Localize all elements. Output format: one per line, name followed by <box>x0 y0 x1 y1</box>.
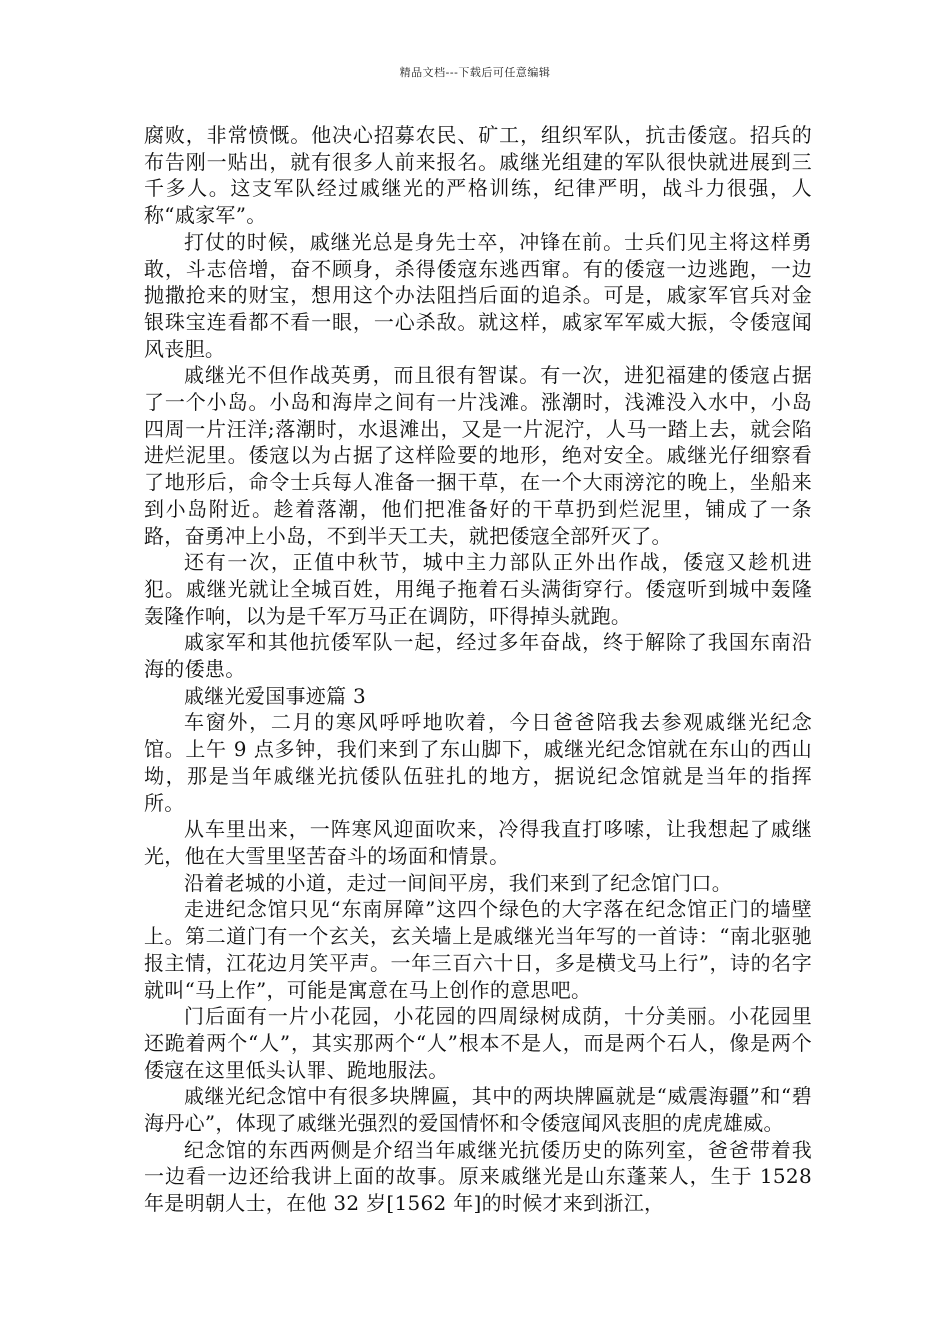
page-header: 精品文档---下载后可任意编辑 <box>399 66 551 79</box>
paragraph: 腐败，非常愤慨。他决心招募农民、矿工，组织军队，抗击倭寇。招兵的布告刚一贴出，就有很多人前来报名。戚继光组建的军队很快就进展到三千多人。这支军队经过戚继光的严格训练，纪律严明，战斗力很强，人称“戚家军”。 <box>144 123 812 228</box>
paragraph: 门后面有一片小花园，小花园的四周绿树成荫，十分美丽。小花园里还跪着两个“人”，其实那两个“人”根本不是人，而是两个石人，像是两个倭寇在这里低头认罪、跪地服法。 <box>144 1004 812 1082</box>
paragraph: 从车里出来，一阵寒风迎面吹来，冷得我直打哆嗦，让我想起了戚继光，他在大雪里坚苦奋斗的场面和情景。 <box>144 817 812 868</box>
paragraph: 沿着老城的小道，走过一间间平房，我们来到了纪念馆门口。 <box>184 870 733 895</box>
paragraph: 戚继光纪念馆中有很多块牌匾，其中的两块牌匾就是“威震海疆”和“碧海丹心”，体现了戚继光强烈的爱国情怀和令倭寇闻风丧胆的虎虎雄威。 <box>144 1084 812 1136</box>
section-heading: 戚继光爱国事迹篇 3 <box>184 683 367 708</box>
document-body <box>144 122 812 1217</box>
paragraph: 纪念馆的东西两侧是介绍当年戚继光抗倭历史的陈列室，爸爸带着我一边看一边还给我讲上面的故事。原来戚继光是山东蓬莱人，生于 1528 年是明朝人士，在他 32 岁[1562 年]的时候才来到浙江， <box>144 1137 812 1216</box>
paragraph: 戚家军和其他抗倭军队一起，经过多年奋战，终于解除了我国东南沿海的倭患。 <box>144 630 812 682</box>
paragraph: 车窗外，二月的寒风呼呼地吹着，今日爸爸陪我去参观戚继光纪念馆。上午 9 点多钟，我们来到了东山脚下，戚继光纪念馆就在东山的西山坳，那是当年戚继光抗倭队伍驻扎的地方，据说纪念馆就是当年的指挥所。 <box>144 710 812 815</box>
paragraph: 打仗的时候，戚继光总是身先士卒，冲锋在前。士兵们见主将这样勇敢，斗志倍增，奋不顾身，杀得倭寇东逃西窜。有的倭寇一边逃跑，一边抛撒抢来的财宝，想用这个办法阻挡后面的追杀。可是，戚家军官兵对金银珠宝连看都不看一眼，一心杀敌。就这样，戚家军军威大振，令倭寇闻风丧胆。 <box>144 229 812 361</box>
paragraph: 还有一次，正值中秋节，城中主力部队正外出作战，倭寇又趁机进犯。戚继光就让全城百姓，用绳子拖着石头满街穿行。倭寇听到城中轰隆轰隆作响，以为是千军万马正在调防，吓得掉头就跑。 <box>144 550 812 628</box>
paragraph: 走进纪念馆只见“东南屏障”这四个绿色的大字落在纪念馆正门的墙壁上。第二道门有一个玄关，玄关墙上是戚继光当年写的一首诗：“南北驱驰报主情，江花边月笑平声。一年三百六十日，多是横戈马上行”，诗的名字就叫“马上作”，可能是寓意在马上创作的意思吧。 <box>144 897 812 1002</box>
paragraph: 戚继光不但作战英勇，而且很有智谋。有一次，进犯福建的倭寇占据了一个小岛。小岛和海岸之间有一片浅滩。涨潮时，浅滩没入水中，小岛四周一片汪洋;落潮时，水退滩出，又是一片泥泞，人马一踏上去，就会陷进烂泥里。倭寇以为占据了这样险要的地形，绝对安全。戚继光仔细察看了地形后，命令士兵每人准备一捆干草，在一个大雨滂沱的晚上，坐船来到小岛附近。趁着落潮，他们把准备好的干草扔到烂泥里，铺成了一条路，奋勇冲上小岛，不到半天工夫，就把倭寇全部歼灭了。 <box>144 363 812 548</box>
